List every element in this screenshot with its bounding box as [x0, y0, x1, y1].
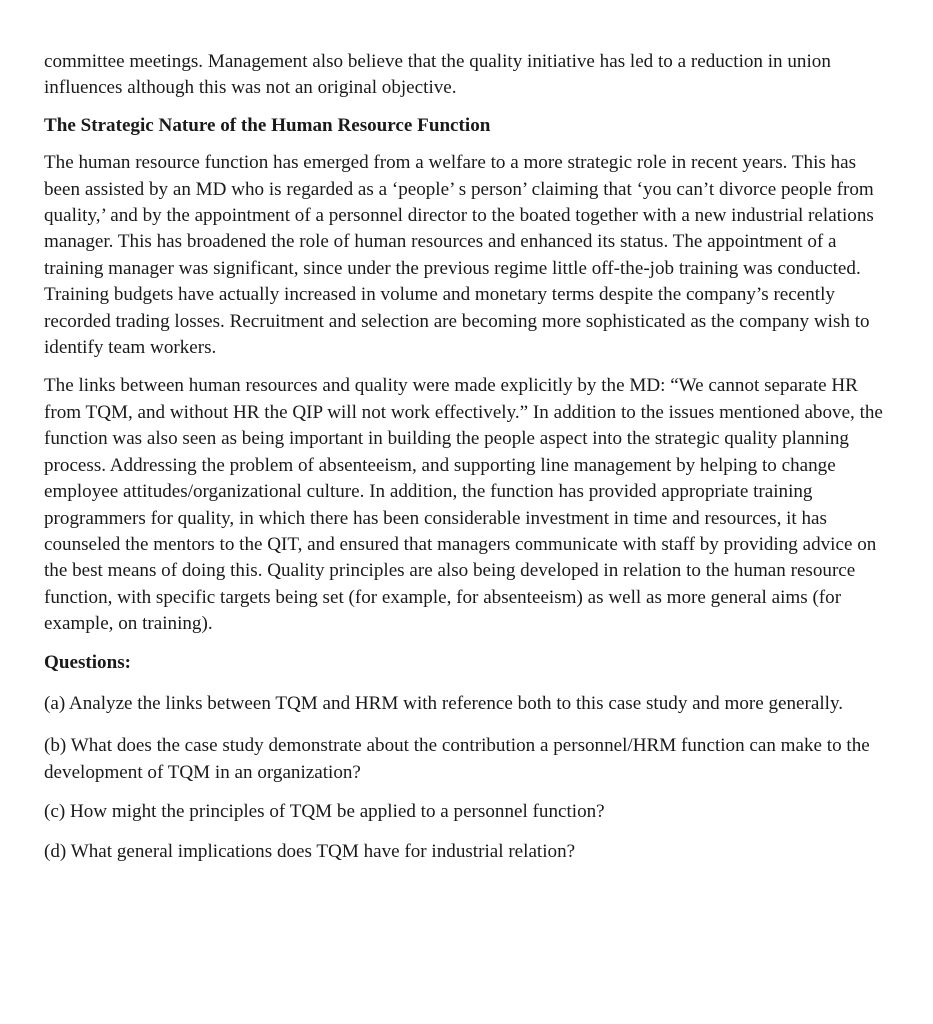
section-heading: The Strategic Nature of the Human Resource Function [44, 114, 491, 136]
question-a: (a) Analyze the links between TQM and HRM with reference both to this case study and more generally. [44, 692, 844, 714]
question-b: (b) What does the case study demonstrate about the contribution a personnel/HRM function can make to the development of TQM in an organization? [44, 735, 870, 783]
body-paragraph-1: The human resource function has emerged from a welfare to a more strategic role in recent years. This has been assisted by an MD who is regarded as a ‘people’ s person’ claiming that ‘you can’t divorce people from quality,’ and by the appointment of a personnel director to the boated together with a new industrial relations manager. This has broadened the role of human resources and enhanced its status. The appointment of a training manager was significant, since under the previous regime little off-the-job training was conducted. Training budgets have actually increased in volume and monetary terms despite the company’s recently recorded trading losses. Recruitment and selection are becoming more sophisticated as the company wish to identify team workers. [44, 152, 874, 359]
question-d: (d) What general implications does TQM have for industrial relation? [44, 840, 576, 862]
document-page [44, 49, 884, 878]
question-c: (c) How might the principles of TQM be applied to a personnel function? [44, 801, 605, 823]
questions-heading: Questions: [44, 651, 131, 673]
body-paragraph-2: The links between human resources and quality were made explicitly by the MD: “We cannot separate HR from TQM, and without HR the QIP will not work effectively.” In addition to the issues mentioned above, the function was also seen as being important in building the people aspect into the strategic quality planning process. Addressing the problem of absenteeism, and supporting line management by helping to change employee attitudes/organizational culture. In addition, the function has provided appropriate training programmers for quality, in which there has been considerable investment in time and resources, it has counseled the mentors to the QIT, and ensured that managers communicate with staff by providing advice on the best means of doing this. Quality principles are also being developed in relation to the human resource function, with specific targets being set (for example, for absenteeism) as well as more general aims (for example, on training). [44, 375, 883, 635]
intro-paragraph: committee meetings. Management also believe that the quality initiative has led to a reduction in union influences although this was not an original objective. [44, 51, 831, 99]
